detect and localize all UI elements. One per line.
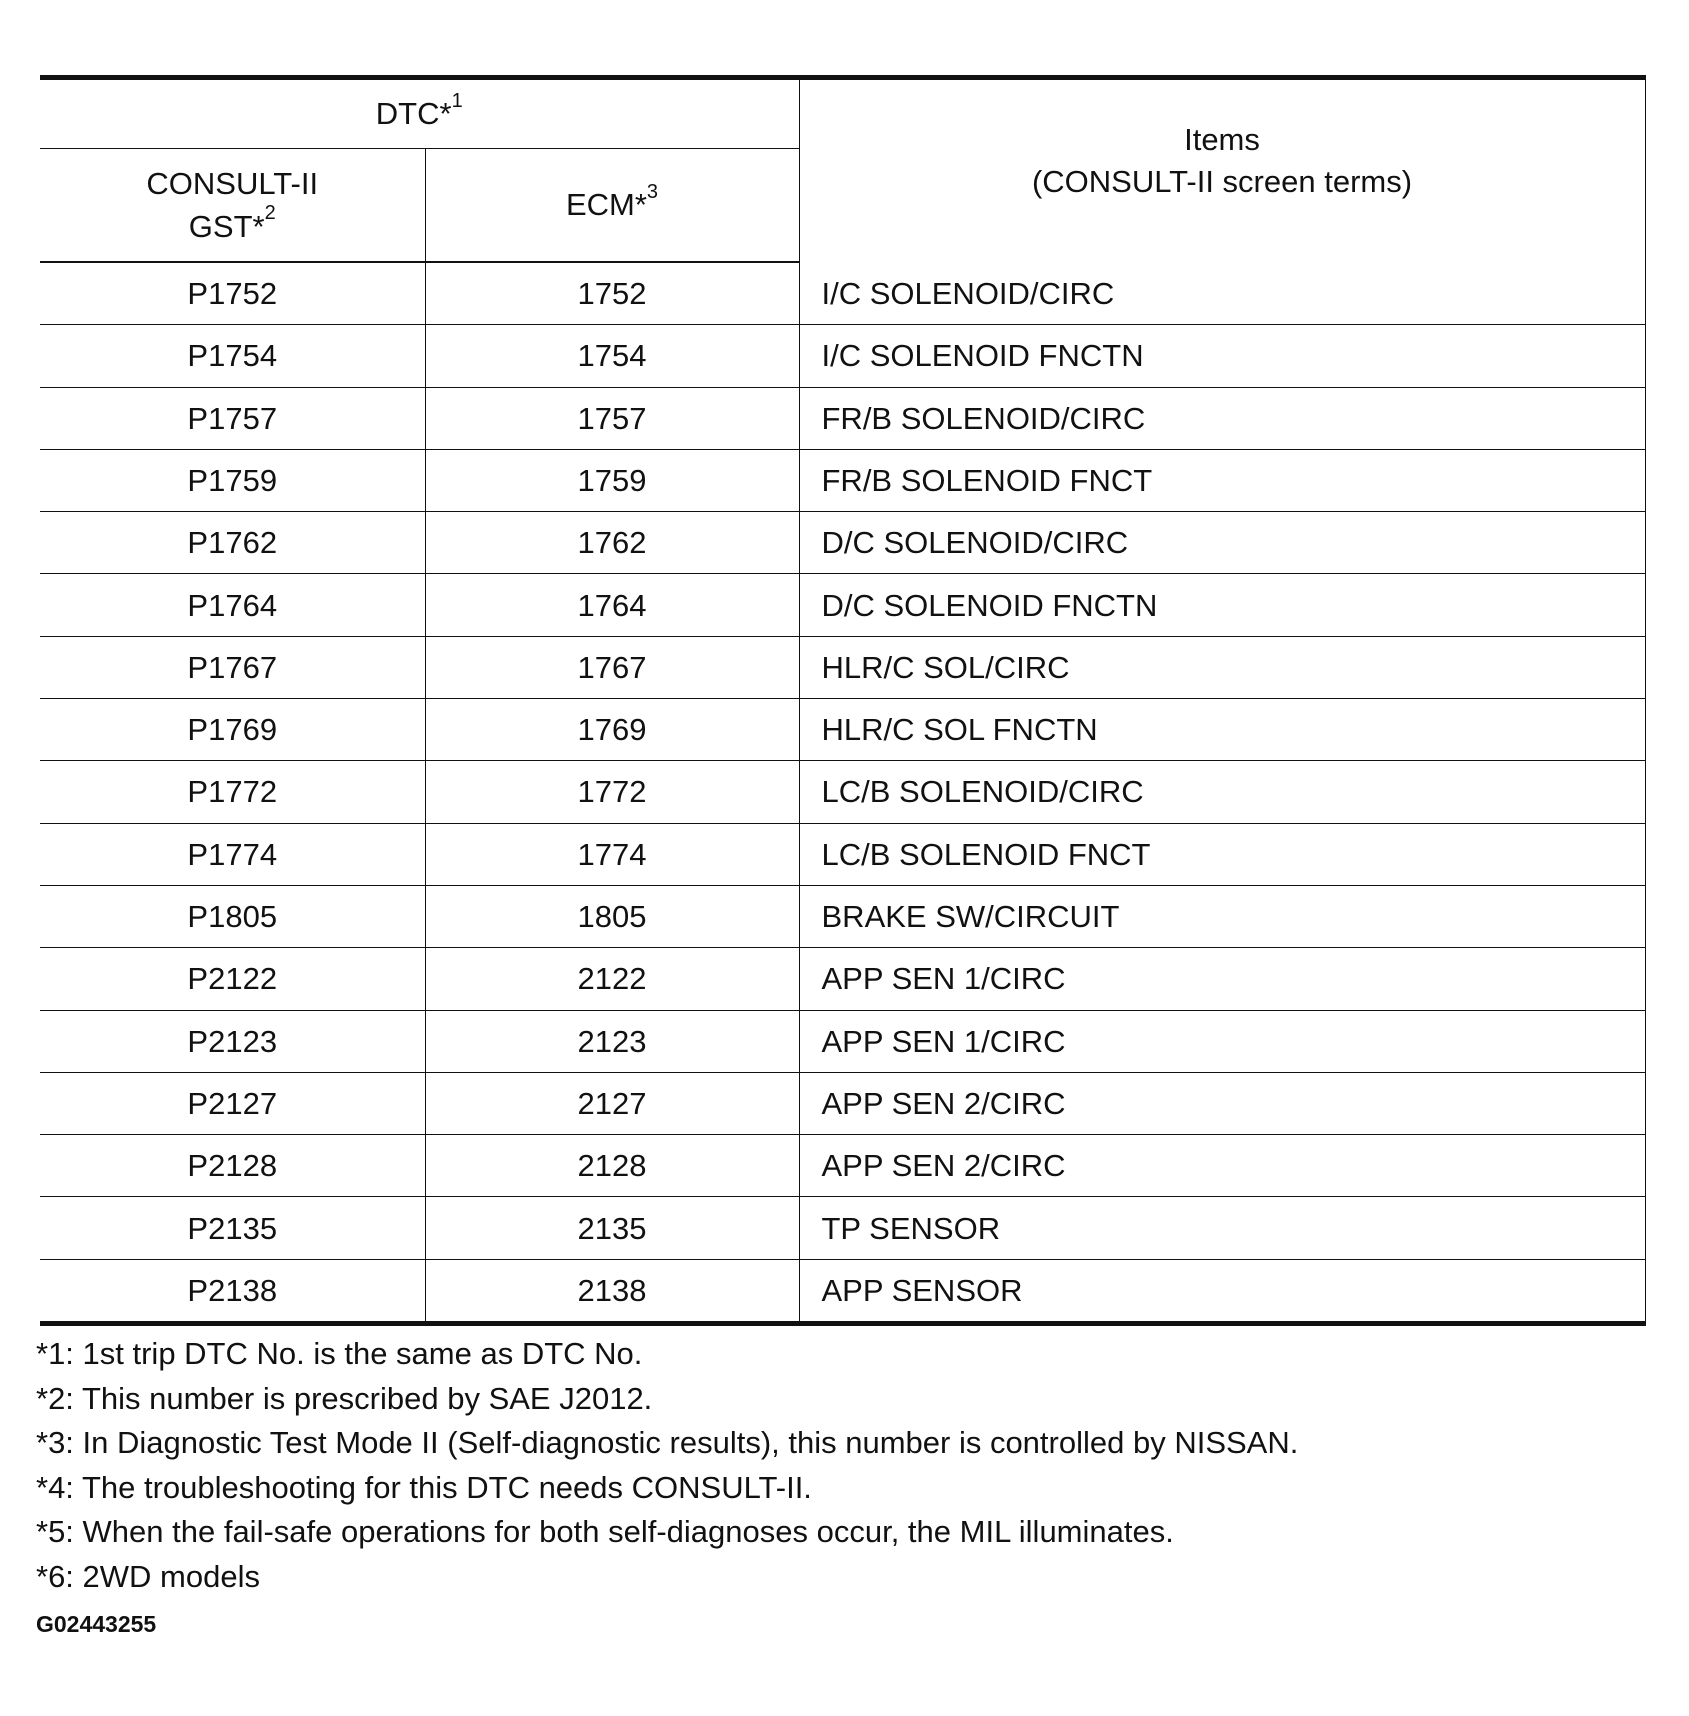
dtc-table xyxy=(40,75,1646,1326)
table-header xyxy=(40,78,1645,263)
table-row xyxy=(40,1197,1645,1259)
ecm-code: 1759 xyxy=(425,449,799,511)
table-row xyxy=(40,636,1645,698)
consult-gst-code: P2123 xyxy=(40,1010,425,1072)
consult-gst-code: P1752 xyxy=(40,262,425,325)
consult-label: CONSULT-II xyxy=(146,165,319,201)
gst-label: GST* xyxy=(188,209,265,244)
item-term: I/C SOLENOID FNCTN xyxy=(799,325,1645,387)
footnote: *4: The troubleshooting for this DTC needs CONSULT-II. xyxy=(36,1469,812,1505)
dtc-label: DTC* xyxy=(375,96,452,132)
consult-gst-header xyxy=(40,149,425,263)
ecm-code: 1767 xyxy=(425,636,799,698)
item-term: APP SENSOR xyxy=(799,1259,1645,1323)
footnote: *2: This number is prescribed by SAE J2012. xyxy=(36,1380,653,1416)
consult-gst-code: P1769 xyxy=(40,699,425,761)
ecm-code: 1805 xyxy=(425,885,799,947)
ecm-label: ECM* xyxy=(565,187,647,223)
consult-gst-code: P1774 xyxy=(40,823,425,885)
item-term: BRAKE SW/CIRCUIT xyxy=(799,885,1645,947)
consult-gst-code: P1767 xyxy=(40,636,425,698)
table-row xyxy=(40,1072,1645,1134)
ecm-code: 2135 xyxy=(425,1197,799,1259)
ecm-code: 1774 xyxy=(425,823,799,885)
item-term: APP SEN 2/CIRC xyxy=(799,1135,1645,1197)
table-row xyxy=(40,761,1645,823)
item-term: HLR/C SOL/CIRC xyxy=(799,636,1645,698)
ecm-footnote-ref: 3 xyxy=(646,181,659,204)
items-sublabel: (CONSULT-II screen terms) xyxy=(1031,164,1413,199)
consult-gst-code: P2127 xyxy=(40,1072,425,1134)
ecm-code: 1769 xyxy=(425,699,799,761)
item-term: APP SEN 1/CIRC xyxy=(799,948,1645,1010)
table-row xyxy=(40,1010,1645,1072)
consult-gst-code: P1754 xyxy=(40,325,425,387)
consult-gst-code: P1805 xyxy=(40,885,425,947)
ecm-header xyxy=(425,149,799,263)
table-row xyxy=(40,1259,1645,1323)
item-term: APP SEN 2/CIRC xyxy=(799,1072,1645,1134)
dtc-footnote-ref: 1 xyxy=(451,90,463,113)
item-term: FR/B SOLENOID/CIRC xyxy=(799,387,1645,449)
item-term: LC/B SOLENOID/CIRC xyxy=(799,761,1645,823)
table-row xyxy=(40,387,1645,449)
consult-gst-code: P1762 xyxy=(40,512,425,574)
ecm-code: 2123 xyxy=(425,1010,799,1072)
ecm-code: 2122 xyxy=(425,948,799,1010)
consult-gst-code: P1772 xyxy=(40,761,425,823)
table-row xyxy=(40,449,1645,511)
ecm-code: 1754 xyxy=(425,325,799,387)
footnote: *6: 2WD models xyxy=(36,1558,260,1594)
item-term: D/C SOLENOID/CIRC xyxy=(799,512,1645,574)
table-row xyxy=(40,885,1645,947)
ecm-code: 2128 xyxy=(425,1135,799,1197)
table-row xyxy=(40,512,1645,574)
item-term: TP SENSOR xyxy=(799,1197,1645,1259)
table-row xyxy=(40,823,1645,885)
consult-gst-code: P2128 xyxy=(40,1135,425,1197)
table-row xyxy=(40,699,1645,761)
table-row xyxy=(40,325,1645,387)
table-row xyxy=(40,1135,1645,1197)
table-row xyxy=(40,262,1645,325)
ecm-code: 1764 xyxy=(425,574,799,636)
gst-footnote-ref: 2 xyxy=(264,202,276,224)
consult-gst-code: P2122 xyxy=(40,948,425,1010)
footnotes xyxy=(36,1332,1656,1600)
items-label: Items xyxy=(1184,122,1260,158)
item-term: LC/B SOLENOID FNCT xyxy=(799,823,1645,885)
footnote: *3: In Diagnostic Test Mode II (Self-diagnostic results), this number is controlled by NISSAN. xyxy=(36,1425,1299,1461)
header-row-1 xyxy=(40,78,1645,149)
ecm-code: 1762 xyxy=(425,512,799,574)
ecm-code: 1757 xyxy=(425,387,799,449)
figure-id: G02443255 xyxy=(36,1611,157,1637)
item-term: I/C SOLENOID/CIRC xyxy=(799,262,1645,325)
dtc-group-header xyxy=(40,78,799,149)
item-term: APP SEN 1/CIRC xyxy=(799,1010,1645,1072)
footnote: *1: 1st trip DTC No. is the same as DTC No. xyxy=(36,1336,643,1371)
table-row xyxy=(40,948,1645,1010)
consult-gst-code: P1764 xyxy=(40,574,425,636)
ecm-code: 2138 xyxy=(425,1259,799,1323)
ecm-code: 1772 xyxy=(425,761,799,823)
item-term: FR/B SOLENOID FNCT xyxy=(799,449,1645,511)
ecm-code: 1752 xyxy=(425,262,799,325)
consult-gst-code: P2135 xyxy=(40,1197,425,1259)
ecm-code: 2127 xyxy=(425,1072,799,1134)
footnote: *5: When the fail-safe operations for both self-diagnoses occur, the MIL illuminates. xyxy=(36,1514,1174,1550)
consult-gst-code: P1757 xyxy=(40,387,425,449)
item-term: D/C SOLENOID FNCTN xyxy=(799,574,1645,636)
consult-gst-code: P2138 xyxy=(40,1259,425,1323)
table-body xyxy=(40,262,1645,1324)
consult-gst-code: P1759 xyxy=(40,449,425,511)
item-term: HLR/C SOL FNCTN xyxy=(799,699,1645,761)
table-row xyxy=(40,574,1645,636)
items-header xyxy=(799,78,1645,263)
